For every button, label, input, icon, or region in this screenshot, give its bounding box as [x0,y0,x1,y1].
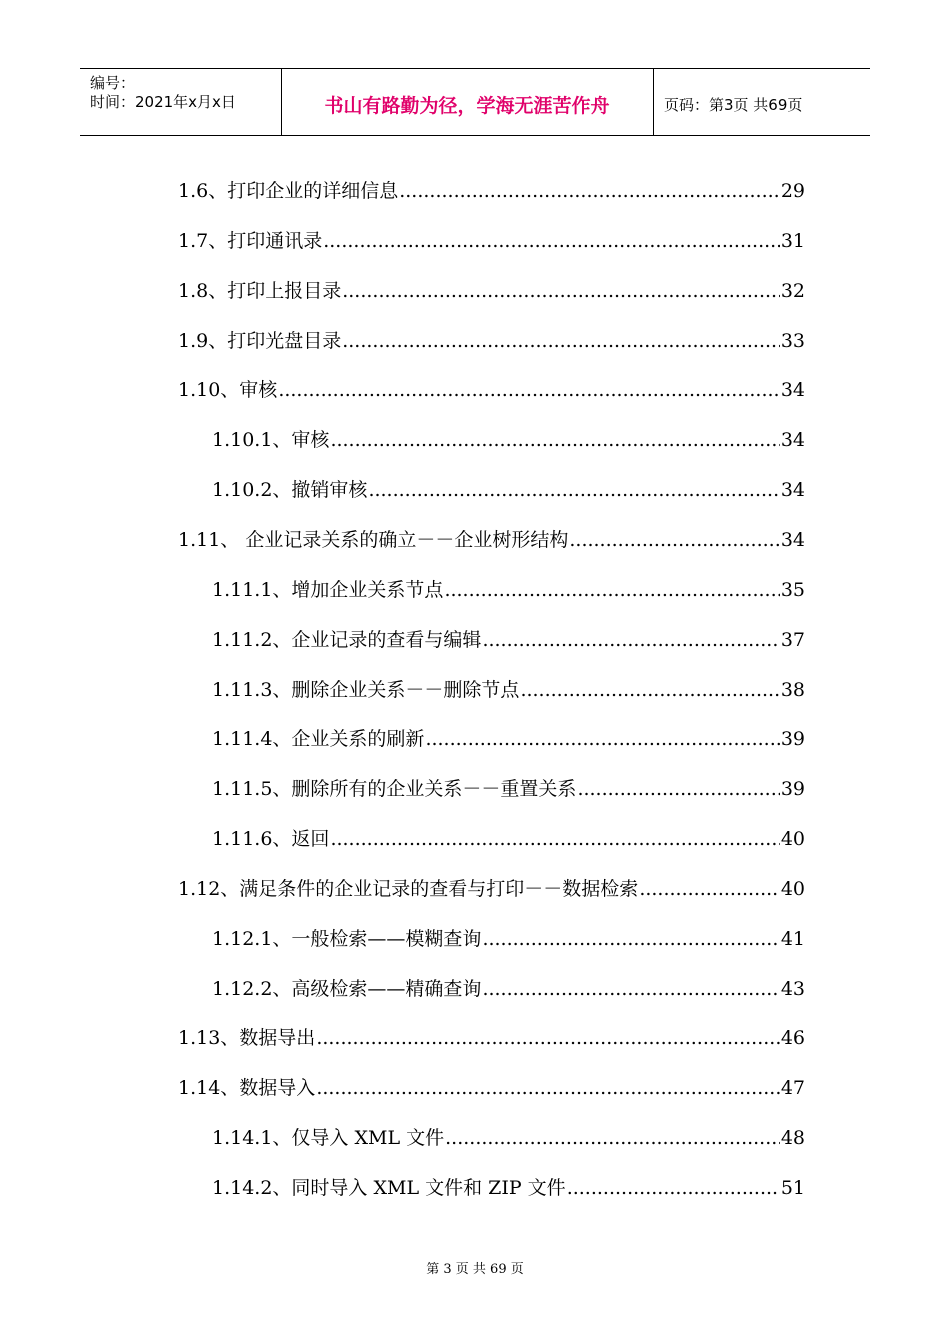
toc-entry[interactable] [0,227,805,255]
toc-entry[interactable] [0,327,805,355]
toc-entry-page: 47 [780,1077,805,1099]
number-label: 编号： [90,74,136,92]
toc-entry-title: 1.12、满足条件的企业记录的查看与打印－－数据检索 [178,878,639,900]
toc-entry-page: 43 [780,978,805,1000]
page-header [80,68,870,136]
toc-entry-title: 1.8、打印上报目录 [178,280,342,302]
toc-leader-dots [316,1024,780,1052]
motto: 书山有路勤为径，学海无涯苦作舟 [324,95,610,117]
toc-entry-title: 1.11.3、删除企业关系－－删除节点 [212,679,520,701]
toc-entry[interactable] [0,975,805,1003]
toc-entry[interactable] [0,376,805,404]
toc-entry-page: 34 [780,479,805,501]
toc-entry-title: 1.11.2、企业记录的查看与编辑 [212,629,482,651]
toc-entry-page: 41 [780,928,805,950]
toc-entry-title: 1.14.1、仅导入 XML 文件 [212,1127,445,1149]
toc-leader-dots [330,426,779,454]
toc-entry-title: 1.10.2、撤销审核 [212,479,368,501]
toc-leader-dots [278,376,780,404]
toc-leader-dots [368,476,779,504]
page-footer: 第 3 页 共 69 页 [426,1262,524,1277]
toc-entry-title: 1.14.2、同时导入 XML 文件和 ZIP 文件 [212,1177,566,1199]
toc-entry[interactable] [0,1024,805,1052]
toc-leader-dots [342,327,780,355]
toc-entry-page: 51 [780,1177,805,1199]
toc-entry-page: 35 [780,579,805,601]
toc-entry[interactable] [0,676,805,704]
toc-entry[interactable] [0,626,805,654]
toc-entry[interactable] [0,1124,805,1152]
time-label: 时间：2021年x月x日 [90,93,236,111]
toc-entry-page: 48 [780,1127,805,1149]
toc-leader-dots [639,875,780,903]
toc-leader-dots [569,526,779,554]
toc-entry-page: 34 [780,529,805,551]
toc-entry-page: 37 [780,629,805,651]
toc-entry[interactable] [0,177,805,205]
toc-entry-title: 1.11、 企业记录关系的确立－－企业树形结构 [178,529,569,551]
toc-entry[interactable] [0,426,805,454]
toc-leader-dots [520,676,779,704]
toc-entry-title: 1.12.2、高级检索——精确查询 [212,978,482,1000]
toc-entry-page: 39 [780,778,805,800]
toc-entry-page: 40 [780,878,805,900]
toc-entry[interactable] [0,875,805,903]
toc-entry-page: 40 [780,828,805,850]
toc-entry[interactable] [0,526,805,554]
toc-leader-dots [567,1174,780,1202]
toc-entry-title: 1.11.6、返回 [212,828,330,850]
toc-entry-page: 39 [780,728,805,750]
header-info-cell [80,69,282,135]
toc-entry-title: 1.9、打印光盘目录 [178,330,342,352]
toc-entry[interactable] [0,725,805,753]
header-page-cell [654,69,870,135]
toc-entry[interactable] [0,476,805,504]
toc-leader-dots [316,1074,780,1102]
toc-entry-title: 1.7、打印通讯录 [178,230,323,252]
header-page-label: 页码：第3页 共69页 [664,96,803,114]
toc-entry[interactable] [0,775,805,803]
toc-leader-dots [482,925,779,953]
toc-entry[interactable] [0,825,805,853]
toc-entry-title: 1.11.5、删除所有的企业关系－－重置关系 [212,778,577,800]
toc-entry[interactable] [0,1174,805,1202]
toc-entry-title: 1.14、数据导入 [178,1077,316,1099]
toc-leader-dots [445,1124,780,1152]
toc-entry-page: 31 [780,230,805,252]
toc-entry-page: 38 [780,679,805,701]
toc-entry-page: 33 [780,330,805,352]
toc-leader-dots [425,725,779,753]
toc-leader-dots [482,626,779,654]
header-motto-cell [281,69,654,135]
toc-entry-page: 34 [780,429,805,451]
toc-entry-page: 46 [780,1027,805,1049]
toc-leader-dots [323,227,780,255]
toc-leader-dots [399,177,780,205]
toc-entry-title: 1.10、审核 [178,379,278,401]
toc-leader-dots [330,825,779,853]
toc-entry[interactable] [0,277,805,305]
toc-entry-title: 1.11.1、增加企业关系节点 [212,579,444,601]
toc-leader-dots [342,277,780,305]
toc-entry-title: 1.10.1、审核 [212,429,330,451]
toc-entry[interactable] [0,1074,805,1102]
toc-entry-title: 1.6、打印企业的详细信息 [178,180,399,202]
toc-entry-page: 29 [780,180,805,202]
toc-entry-page: 34 [780,379,805,401]
toc-entry-title: 1.13、数据导出 [178,1027,316,1049]
toc-entry[interactable] [0,925,805,953]
toc-leader-dots [577,775,779,803]
toc-entry-title: 1.11.4、企业关系的刷新 [212,728,425,750]
toc-entry-page: 32 [780,280,805,302]
toc-leader-dots [444,576,779,604]
toc-entry-title: 1.12.1、一般检索——模糊查询 [212,928,482,950]
toc-entry[interactable] [0,576,805,604]
toc-leader-dots [482,975,779,1003]
